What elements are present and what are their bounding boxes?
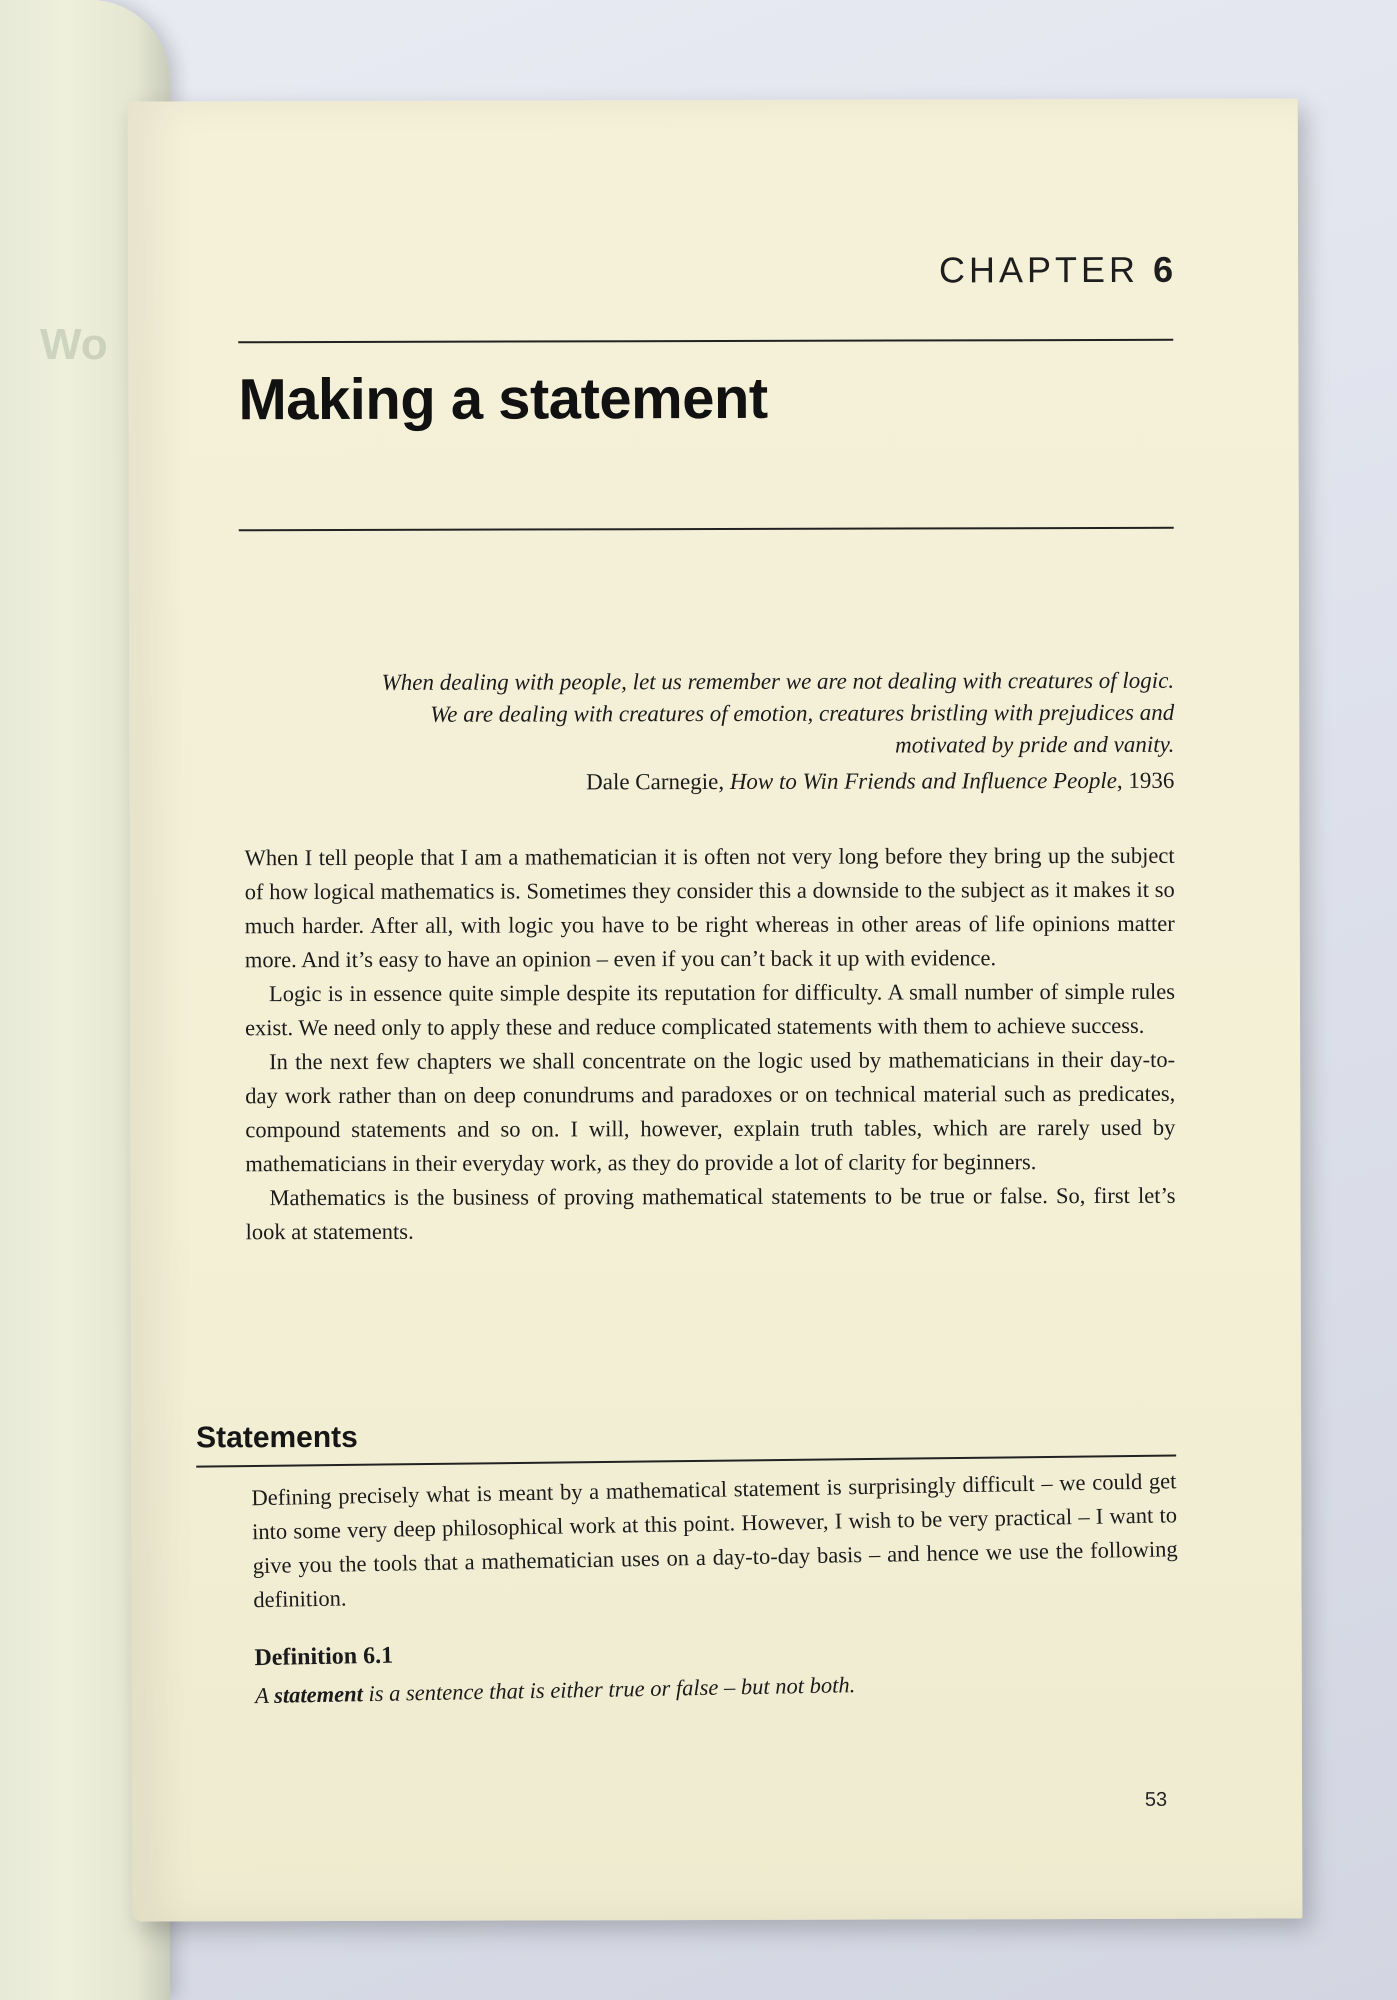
section-rule [196, 1455, 1176, 1468]
left-page-ghost-text: Wo [40, 320, 108, 369]
definition-rest: is a sentence that is either true or false – but not both. [362, 1672, 856, 1707]
section-text [251, 1464, 1180, 1713]
title-rule-top [238, 339, 1173, 343]
epigraph-attribution [249, 765, 1174, 799]
epigraph [249, 665, 1174, 799]
epigraph-author: Dale Carnegie, [586, 768, 730, 795]
body-text [245, 839, 1176, 1249]
book-page [128, 98, 1303, 1921]
body-paragraph-1: When I tell people that I am a mathematician it is often not very long before they bring up the subject of how logical mathematics is. Sometimes they consider this a downside to the subject as it makes it so much harder. After all, with logic you have to be right whereas in other areas of life opinions matter more. And it’s easy to have an opinion – even if you can’t back it up with evidence. [244, 842, 1175, 973]
epigraph-year: , 1936 [1116, 767, 1175, 793]
epigraph-book: How to Win Friends and Influence People [729, 767, 1117, 794]
definition-term: statement [273, 1681, 364, 1708]
body-paragraph-4: Mathematics is the business of proving mathematical statements to be true or false. So, first let’s look at statements. [245, 1182, 1176, 1245]
section-heading: Statements [196, 1420, 358, 1455]
section-paragraph-1: Defining precisely what is meant by a mathematical statement is surprisingly difficult – we could get into some very deep philosophical work at this point. However, I wish to be very practical – I want to give you the tools that a mathematician uses on a day-to-day basis – and hence we use the following definition. [251, 1468, 1178, 1613]
chapter-title: Making a statement [238, 365, 768, 433]
body-paragraph-2: Logic is in essence quite simple despite its reputation for difficulty. A small number of simple rules exist. We need only to apply these and reduce complicated statements with them to achieve success. [245, 978, 1175, 1041]
title-rule-bottom [239, 527, 1174, 531]
definition-title: Definition 6.1 [254, 1642, 394, 1672]
epigraph-line-1: When dealing with people, let us remember we are not dealing with creatures of logic. [381, 667, 1175, 695]
epigraph-line-3: motivated by pride and vanity. [895, 731, 1175, 758]
page-number: 53 [1144, 1788, 1168, 1811]
definition-prefix: A [254, 1682, 275, 1709]
chapter-number: 6 [1152, 248, 1174, 290]
body-paragraph-3: In the next few chapters we shall concentrate on the logic used by mathematicians in their day-to-day work rather than on deep conundrums and paradoxes or on technical material such as predicates, compound statements and so on. I will, however, explain truth tables, which are rarely used by mathematicians in their everyday work, as they do provide a lot of clarity for beginners. [245, 1046, 1176, 1177]
chapter-word: CHAPTER [938, 248, 1140, 291]
chapter-label [939, 249, 1173, 292]
epigraph-line-2: We are dealing with creatures of emotion, creatures bristling with prejudices and [430, 699, 1175, 727]
page-content [196, 99, 1178, 1811]
